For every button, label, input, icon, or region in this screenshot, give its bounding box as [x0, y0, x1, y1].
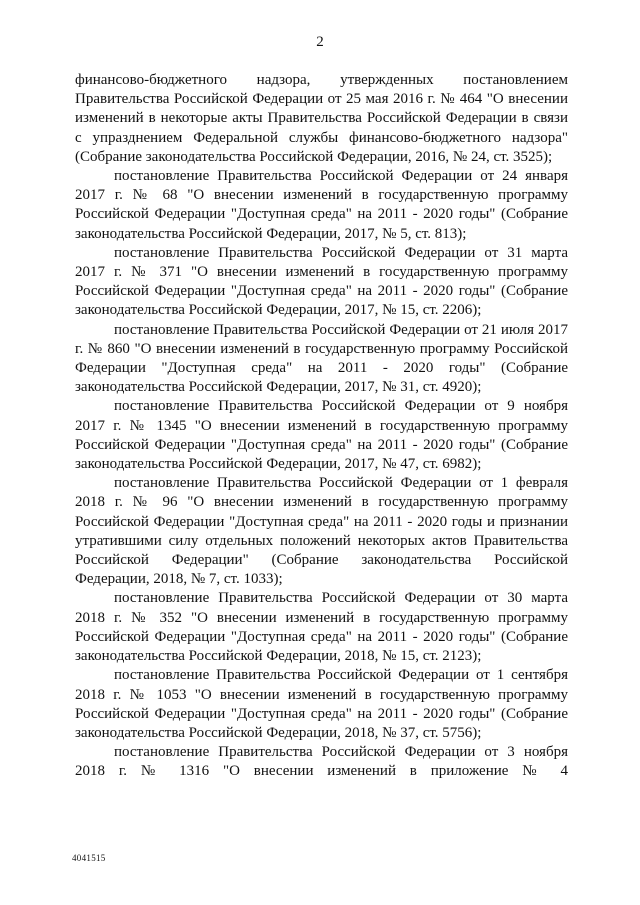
paragraph-decree-2018-1316: постановление Правительства Российской Федерации от 3 ноября 2018 г. № 1316 "О внесении изменений в приложение № 4: [75, 744, 568, 780]
paragraph-decree-2017-1345: постановление Правительства Российской Федерации от 9 ноября 2017 г. № 1345 "О внесении изменений в государственную программу Российской Федерации "Доступная среда" на 2011 - 2020 годы" (Собрание законодательства Российской Федерации, 2017, № 47, ст. 6982);: [75, 398, 568, 473]
document-body: [75, 71, 568, 782]
paragraph-decree-2018-352: постановление Правительства Российской Федерации от 30 марта 2018 г. № 352 "О внесении изменений в государственную программу Российской Федерации "Доступная среда" на 2011 - 2020 годы" (Собрание законодательства Российской Федерации, 2018, № 15, ст. 2123);: [75, 590, 568, 665]
document-code: 4041515: [72, 853, 106, 863]
page-number: 2: [316, 34, 324, 50]
paragraph-decree-2017-68: постановление Правительства Российской Федерации от 24 января 2017 г. № 68 "О внесении изменений в государственную программу Российской Федерации "Доступная среда" на 2011 - 2020 годы" (Собрание законодательства Российской Федерации, 2017, № 5, ст. 813);: [75, 168, 568, 242]
paragraph-continuation: финансово-бюджетного надзора, утвержденных постановлением Правительства Российской Федерации от 25 мая 2016 г. № 464 "О внесении изменений в некоторые акты Правительства Российской Федерации в связи с упразднением Федеральной службы финансово-бюджетного надзора" (Собрание законодательства Российской Федерации, 2016, № 24, ст. 3525);: [75, 72, 568, 165]
paragraph-decree-2017-860: постановление Правительства Российской Федерации от 21 июля 2017 г. № 860 "О внесении изменений в государственную программу Российской Федерации "Доступная среда" на 2011 - 2020 годы" (Собрание законодательства Российской Федерации, 2017, № 31, ст. 4920);: [75, 321, 568, 396]
paragraph-decree-2018-1053: постановление Правительства Российской Федерации от 1 сентября 2018 г. № 1053 "О внесении изменений в государственную программу Российской Федерации "Доступная среда" на 2011 - 2020 годы" (Собрание законодательства Российской Федерации, 2018, № 37, ст. 5756);: [75, 667, 568, 741]
paragraph-decree-2017-371: постановление Правительства Российской Федерации от 31 марта 2017 г. № 371 "О внесении изменений в государственную программу Российской Федерации "Доступная среда" на 2011 - 2020 годы" (Собрание законодательства Российской Федерации, 2017, № 15, ст. 2206);: [75, 244, 568, 319]
paragraph-decree-2018-96: постановление Правительства Российской Федерации от 1 февраля 2018 г. № 96 "О внесении изменений в государственную программу Российской Федерации "Доступная среда" на 2011 - 2020 годы и признании утратившими силу отдельных положений некоторых актов Правительства Российской Федерации" (Собрание законодательства Российской Федерации, 2018, № 7, ст. 1033);: [75, 475, 568, 588]
